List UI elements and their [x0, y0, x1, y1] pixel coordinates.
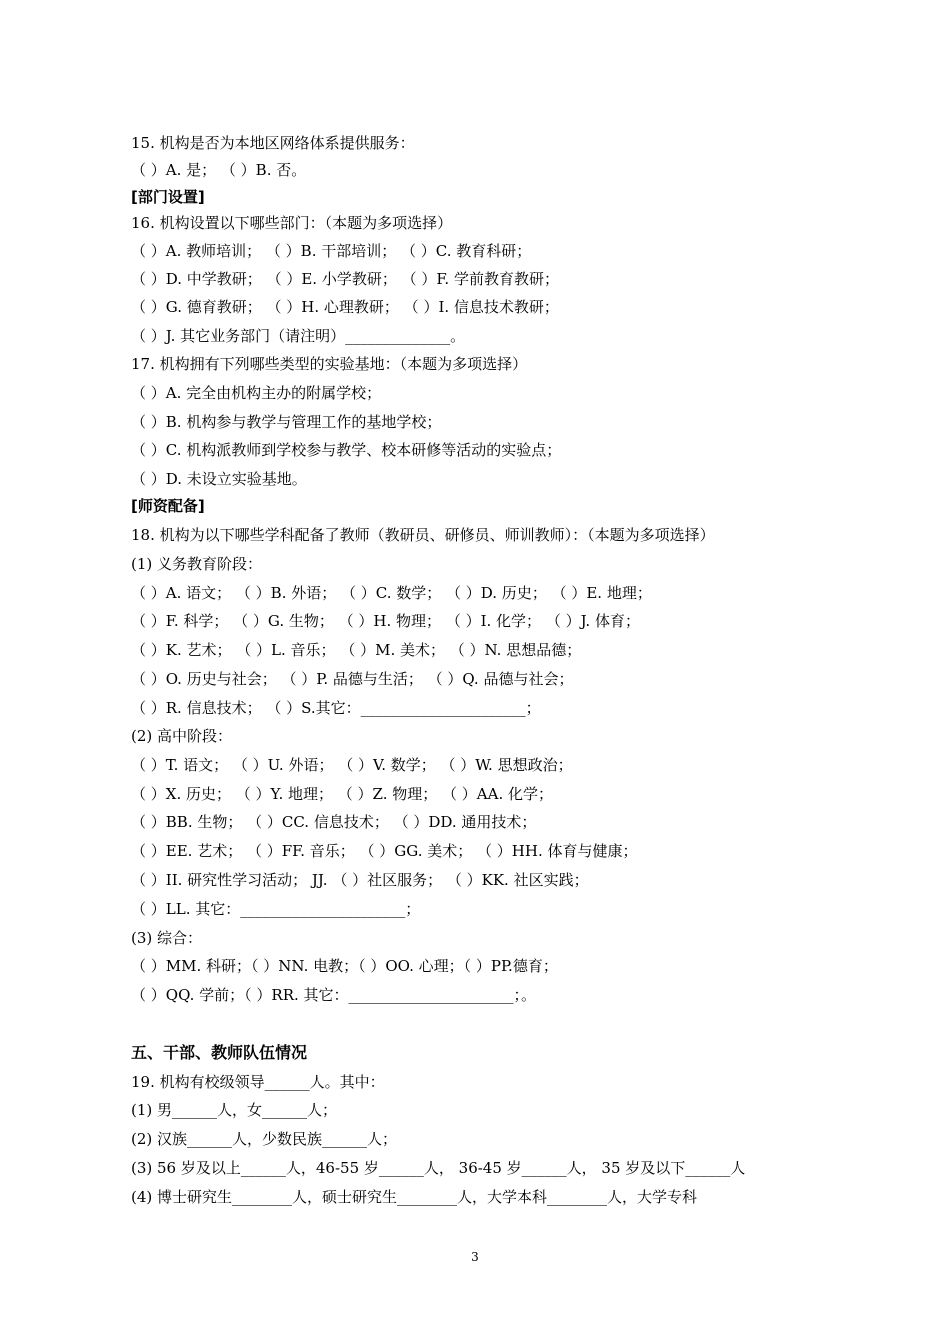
text-line: （ ）A. 教师培训； （ ）B. 干部培训； （ ）C. 教育科研； [131, 242, 532, 260]
text-line: (3) 综合： [131, 929, 203, 947]
text-line: 19. 机构有校级领导______人。其中： [131, 1073, 385, 1091]
section-heading: [部门设置] [131, 188, 205, 206]
text-line: （ ）II. 研究性学习活动； JJ. （ ）社区服务； （ ）KK. 社区实践； [131, 871, 589, 889]
text-line: 17. 机构拥有下列哪些类型的实验基地：（本题为多项选择） [131, 355, 528, 373]
text-line: （ ）T. 语文； （ ）U. 外语； （ ）V. 数学； （ ）W. 思想政治； [131, 756, 573, 774]
text-line: (3) 56 岁及以上______人，46-55 岁______人， 36-45 岁______人， 35 岁及以下______人 [131, 1159, 746, 1177]
text-line: （ ）LL. 其它：______________________； [131, 900, 421, 918]
text-line: （ ）C. 机构派教师到学校参与教学、校本研修等活动的实验点； [131, 441, 562, 459]
text-line: （ ）D. 未设立实验基地。 [131, 470, 307, 488]
section-heading: 五、干部、教师队伍情况 [131, 1043, 308, 1062]
text-line: （ ）BB. 生物； （ ）CC. 信息技术； （ ）DD. 通用技术； [131, 813, 537, 831]
text-line: （ ）B. 机构参与教学与管理工作的基地学校； [131, 413, 442, 431]
text-line: （ ）MM. 科研；（ ）NN. 电教；（ ）OO. 心理；（ ）PP.德育； [131, 957, 558, 975]
text-line: （ ）G. 德育教研； （ ）H. 心理教研； （ ）I. 信息技术教研； [131, 298, 559, 316]
text-line: 18. 机构为以下哪些学科配备了教师（教研员、研修员、师训教师）：（本题为多项选择） [131, 526, 715, 544]
text-line: (2) 高中阶段： [131, 727, 233, 745]
page-number: 3 [471, 1250, 479, 1264]
text-line: （ ）A. 完全由机构主办的附属学校； [131, 384, 382, 402]
text-line: （ ）J. 其它业务部门（请注明）______________。 [131, 327, 466, 345]
text-line: 15. 机构是否为本地区网络体系提供服务： [131, 134, 415, 152]
text-line: 16. 机构设置以下哪些部门：（本题为多项选择） [131, 214, 453, 232]
text-line: （ ）O. 历史与社会； （ ）P. 品德与生活； （ ）Q. 品德与社会； [131, 670, 574, 688]
text-line: （ ）X. 历史； （ ）Y. 地理； （ ）Z. 物理； （ ）AA. 化学； [131, 785, 553, 803]
text-line: (2) 汉族______人，少数民族______人； [131, 1130, 398, 1148]
text-line: (4) 博士研究生________人，硕士研究生________人，大学本科________人，大学专科 [131, 1188, 698, 1206]
text-line: (1) 义务教育阶段： [131, 555, 263, 573]
section-heading: [师资配备] [131, 497, 205, 515]
text-line: (1) 男______人，女______人； [131, 1101, 338, 1119]
text-line: （ ）K. 艺术； （ ）L. 音乐； （ ）M. 美术； （ ）N. 思想品德； [131, 641, 582, 659]
text-line: （ ）R. 信息技术； （ ）S.其它：______________________； [131, 699, 541, 717]
text-line: （ ）EE. 艺术； （ ）FF. 音乐； （ ）GG. 美术； （ ）HH. 体育与健康； [131, 842, 638, 860]
text-line: （ ）A. 语文； （ ）B. 外语； （ ）C. 数学； （ ）D. 历史； （ ）E. 地理； [131, 584, 652, 602]
text-line: （ ）QQ. 学前；（ ）RR. 其它：______________________；。 [131, 986, 537, 1004]
text-line: （ ）A. 是； （ ）B. 否。 [131, 161, 307, 179]
text-line: （ ）D. 中学教研； （ ）E. 小学教研； （ ）F. 学前教育教研； [131, 270, 559, 288]
text-line: （ ）F. 科学； （ ）G. 生物； （ ）H. 物理； （ ）I. 化学； （ ）J. 体育； [131, 612, 640, 630]
